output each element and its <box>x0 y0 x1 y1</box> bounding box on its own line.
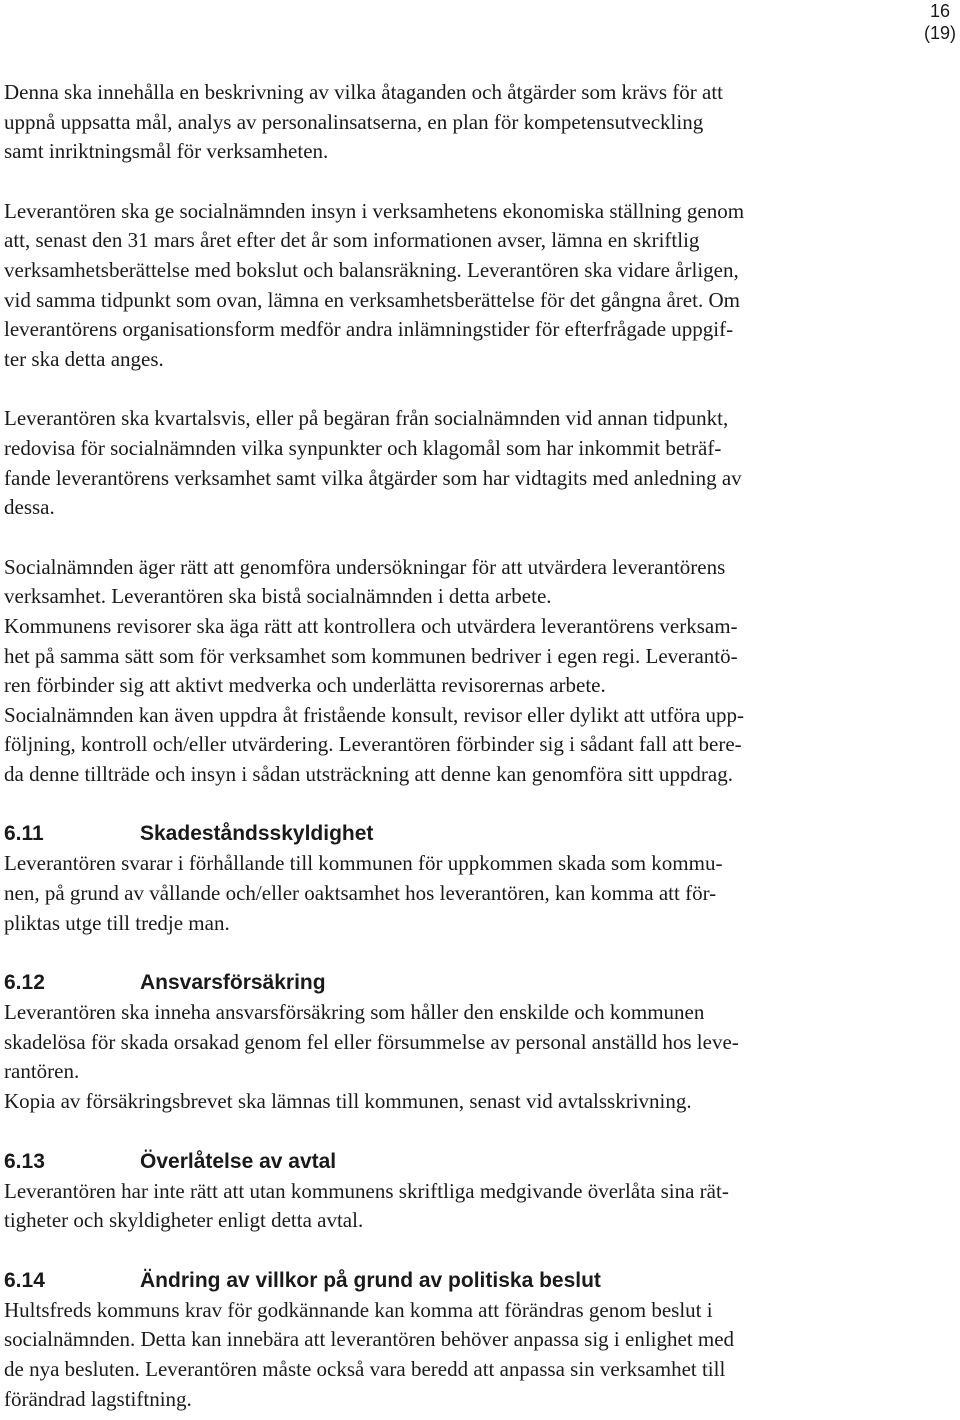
paragraph <box>4 998 904 1116</box>
paragraph-line: Socialnämnden äger rätt att genomföra undersökningar för att utvärdera leverantörens <box>4 554 726 579</box>
section-number: 6.14 <box>4 1268 45 1292</box>
paragraph <box>4 1296 904 1414</box>
paragraph-line: Leverantören ska inneha ansvarsförsäkring som håller den enskilde och kommunen <box>4 1000 705 1025</box>
paragraph-line: redovisa för socialnämnden vilka synpunkter och klagomål som har inkommit beträf- <box>4 435 722 460</box>
block-gap <box>4 789 904 819</box>
paragraph-line: ren förbinder sig att aktivt medverka och underlätta revisorernas arbete. <box>4 673 606 698</box>
section-number: 6.12 <box>4 971 45 995</box>
section-number: 6.11 <box>4 822 44 846</box>
paragraph <box>4 1177 904 1236</box>
section-heading <box>4 819 904 849</box>
paragraph-line: pliktas utge till tredje man. <box>4 910 230 935</box>
paragraph-line: att, senast den 31 mars året efter det år som informationen avser, lämna en skriftlig <box>4 228 700 253</box>
paragraph-line: fande leverantörens verksamhet samt vilka åtgärder som har vidtagits med anledning av <box>4 465 742 490</box>
paragraph-line: verksamhet. Leverantören ska bistå socialnämnden i detta arbete. <box>4 584 552 609</box>
paragraph <box>4 849 904 938</box>
paragraph-line: da denne tillträde och insyn i sådan utsträckning att denne kan genomföra sitt uppdrag. <box>4 761 733 786</box>
section-title: Skadeståndsskyldighet <box>140 822 374 846</box>
block-gap <box>4 1117 904 1147</box>
paragraph-line: tigheter och skyldigheter enligt detta avtal. <box>4 1208 364 1233</box>
paragraph-line: ter ska detta anges. <box>4 346 164 371</box>
section-heading <box>4 968 904 998</box>
paragraph-line: Kopia av försäkringsbrevet ska lämnas till kommunen, senast vid avtalsskrivning. <box>4 1089 692 1114</box>
paragraph <box>4 197 904 375</box>
paragraph-line: uppnå uppsatta mål, analys av personalinsatserna, en plan för kompetensutveckling <box>4 109 704 134</box>
paragraph-line: Leverantören har inte rätt att utan kommunens skriftliga medgivande överlåta sina rät- <box>4 1178 729 1203</box>
section-heading <box>4 1147 904 1177</box>
paragraph-line: Socialnämnden kan även uppdra åt fristående konsult, revisor eller dylikt att utföra upp- <box>4 702 745 727</box>
paragraph-line: socialnämnden. Detta kan innebära att leverantören behöver anpassa sig i enlighet med <box>4 1327 735 1352</box>
block-gap <box>4 374 904 404</box>
paragraph-line: Leverantören ska kvartalsvis, eller på begäran från socialnämnden vid annan tidpunkt, <box>4 406 729 431</box>
paragraph-line: verksamhetsberättelse med bokslut och balansräkning. Leverantören ska vidare årligen, <box>4 257 739 282</box>
block-gap <box>4 167 904 197</box>
paragraph-line: Leverantören svarar i förhållande till kommunen för uppkommen skada som kommu- <box>4 851 723 876</box>
paragraph-line: Kommunens revisorer ska äga rätt att kontrollera och utvärdera leverantörens verksam- <box>4 613 738 638</box>
paragraph-line: följning, kontroll och/eller utvärdering. Leverantören förbinder sig i sådant fall att bere- <box>4 732 742 757</box>
page-number <box>924 0 956 44</box>
section-title: Överlåtelse av avtal <box>140 1149 337 1173</box>
section-title: Ändring av villkor på grund av politiska beslut <box>140 1268 601 1292</box>
paragraph <box>4 78 904 167</box>
paragraph-line: förändrad lagstiftning. <box>4 1386 192 1411</box>
page-number-total: (19) <box>923 23 956 43</box>
paragraph-line: samt inriktningsmål för verksamheten. <box>4 139 329 164</box>
block-gap <box>4 938 904 968</box>
paragraph-line: Leverantören ska ge socialnämnden insyn i verksamhetens ekonomiska ställning genom <box>4 198 745 223</box>
paragraph-line: dessa. <box>4 495 55 520</box>
paragraph-line: rantören. <box>4 1059 80 1084</box>
block-gap <box>4 523 904 553</box>
document-body <box>4 78 904 1414</box>
paragraph <box>4 553 904 790</box>
section-title: Ansvarsförsäkring <box>140 971 326 995</box>
paragraph-line: de nya besluten. Leverantören måste också vara beredd att anpassa sin verksamhet till <box>4 1357 726 1381</box>
paragraph-line: nen, på grund av vållande och/eller oaktsamhet hos leverantören, kan komma att för- <box>4 881 717 906</box>
paragraph <box>4 404 904 522</box>
paragraph-line: Denna ska innehålla en beskrivning av vilka åtaganden och åtgärder som krävs för att <box>4 80 723 104</box>
block-gap <box>4 1236 904 1266</box>
section-heading <box>4 1266 904 1296</box>
paragraph-line: Hultsfreds kommuns krav för godkännande kan komma att förändras genom beslut i <box>4 1297 713 1322</box>
page-number-current: 16 <box>929 1 950 21</box>
paragraph-line: het på samma sätt som för verksamhet som kommunen bedriver i egen regi. Leverantö- <box>4 643 738 668</box>
paragraph-line: skadelösa för skada orsakad genom fel eller försummelse av personal anställd hos leve- <box>4 1029 739 1054</box>
paragraph-line: leverantörens organisationsform medför andra inlämningstider för efterfrågade uppgif- <box>4 317 734 342</box>
paragraph-line: vid samma tidpunkt som ovan, lämna en verksamhetsberättelse för det gångna året. Om <box>4 287 740 312</box>
section-number: 6.13 <box>4 1149 45 1173</box>
